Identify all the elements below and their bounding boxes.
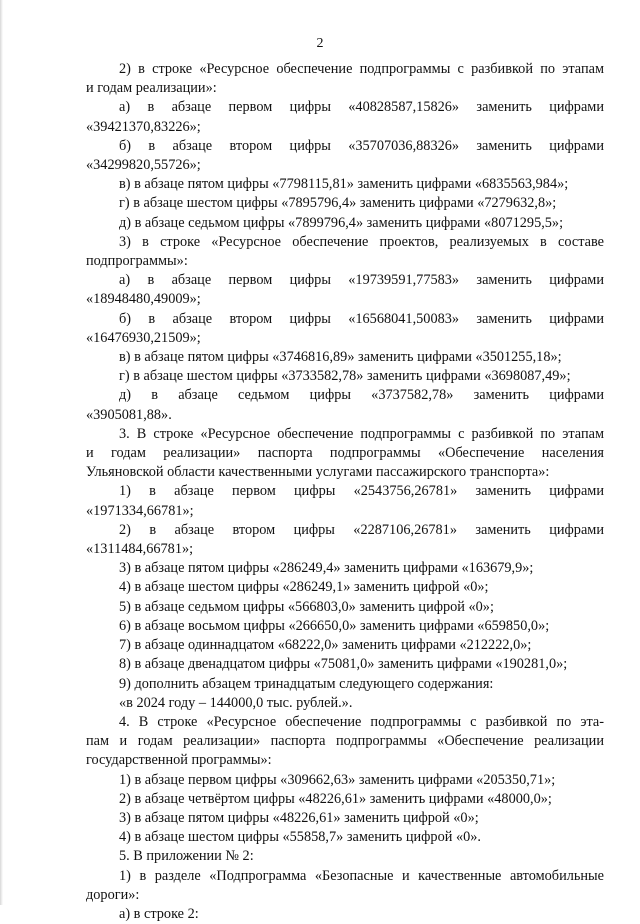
text-line: Ульяновской области качественными услугами пассажирского транспорта»: bbox=[86, 464, 550, 481]
text-line: и годам реализации» паспорта подпрограммы «Обеспечение населения bbox=[86, 445, 604, 462]
text-line: 3) в строке «Ресурсное обеспечение проектов, реализуемых в составе bbox=[119, 233, 604, 250]
text-line: б) в абзаце втором цифры «35707036,88326» заменить цифрами bbox=[119, 137, 604, 154]
text-line: г) в абзаце шестом цифры «7895796,4» заменить цифрами «7279632,8»; bbox=[119, 195, 557, 212]
page-number: 2 bbox=[316, 36, 324, 51]
text-line: 2) в абзаце четвёртом цифры «48226,61» заменить цифрами «48000,0»; bbox=[119, 790, 552, 807]
text-line: д) в абзаце седьмом цифры «7899796,4» заменить цифрами «8071295,5»; bbox=[119, 214, 564, 231]
text-line: а) в абзаце первом цифры «40828587,15826» заменить цифрами bbox=[119, 99, 604, 116]
text-line: и годам реализации»: bbox=[86, 80, 217, 97]
text-line: б) в абзаце втором цифры «16568041,50083» заменить цифрами bbox=[119, 310, 604, 327]
text-line: «34299820,55726»; bbox=[86, 157, 201, 174]
text-line: пам и годам реализации» паспорта подпрограммы «Обеспечение реализации bbox=[86, 733, 604, 750]
text-line: 1) в абзаце первом цифры «2543756,26781» заменить цифрами bbox=[119, 483, 604, 500]
text-line: а) в строке 2: bbox=[119, 905, 199, 922]
text-line: «16476930,21509»; bbox=[86, 329, 201, 346]
text-line: 3) в абзаце пятом цифры «286249,4» заменить цифрами «163679,9»; bbox=[119, 560, 534, 577]
text-line: 2) в абзаце втором цифры «2287106,26781» заменить цифрами bbox=[119, 521, 604, 538]
text-line: «18948480,49009»; bbox=[86, 291, 201, 308]
document-body bbox=[86, 60, 604, 924]
text-line: в) в абзаце пятом цифры «7798115,81» заменить цифрами «6835563,984»; bbox=[119, 176, 569, 193]
text-line: «3905081,88». bbox=[86, 406, 172, 423]
text-line: 4. В строке «Ресурсное обеспечение подпрограммы с разбивкой по эта- bbox=[119, 713, 604, 730]
text-line: 1) в абзаце первом цифры «309662,63» заменить цифрами «205350,71»; bbox=[119, 771, 556, 788]
text-line: 6) в абзаце восьмом цифры «266650,0» заменить цифрами «659850,0»; bbox=[119, 617, 550, 634]
text-line: «в 2024 году – 144000,0 тыс. рублей.». bbox=[119, 694, 353, 711]
text-line: государственной программы»: bbox=[86, 752, 272, 769]
text-line: 8) в абзаце двенадцатом цифры «75081,0» заменить цифрами «190281,0»; bbox=[119, 656, 568, 673]
text-line: 9) дополнить абзацем тринадцатым следующего содержания: bbox=[119, 675, 494, 692]
text-line: «1971334,66781»; bbox=[86, 502, 194, 519]
text-line: 5. В приложении № 2: bbox=[119, 848, 254, 865]
text-line: в) в абзаце пятом цифры «3746816,89» заменить цифрами «3501255,18»; bbox=[119, 349, 562, 366]
text-line: 5) в абзаце седьмом цифры «566803,0» заменить цифрой «0»; bbox=[119, 598, 494, 615]
text-line: 1) в разделе «Подпрограмма «Безопасные и качественные автомобильные bbox=[119, 867, 604, 884]
scan-edge-shadow bbox=[0, 0, 3, 905]
text-line: дороги»: bbox=[86, 886, 140, 903]
text-line: г) в абзаце шестом цифры «3733582,78» заменить цифрами «3698087,49»; bbox=[119, 368, 571, 385]
text-line: 3) в абзаце пятом цифры «48226,61» заменить цифрой «0»; bbox=[119, 809, 479, 826]
text-line: 7) в абзаце одиннадцатом «68222,0» заменить цифрами «212222,0»; bbox=[119, 637, 532, 654]
text-line: а) в абзаце первом цифры «19739591,77583» заменить цифрами bbox=[119, 272, 604, 289]
text-line: «1311484,66781»; bbox=[86, 541, 194, 558]
text-line: «39421370,83226»; bbox=[86, 118, 201, 135]
text-line: 4) в абзаце шестом цифры «286249,1» заменить цифрой «0»; bbox=[119, 579, 489, 596]
text-line: подпрограммы»: bbox=[86, 253, 188, 270]
text-line: 3. В строке «Ресурсное обеспечение подпрограммы с разбивкой по этапам bbox=[119, 425, 604, 442]
text-line: 4) в абзаце шестом цифры «55858,7» заменить цифрой «0». bbox=[119, 829, 481, 846]
text-line: д) в абзаце седьмом цифры «3737582,78» заменить цифрами bbox=[119, 387, 604, 404]
text-line: 2) в строке «Ресурсное обеспечение подпрограммы с разбивкой по этапам bbox=[119, 61, 604, 77]
